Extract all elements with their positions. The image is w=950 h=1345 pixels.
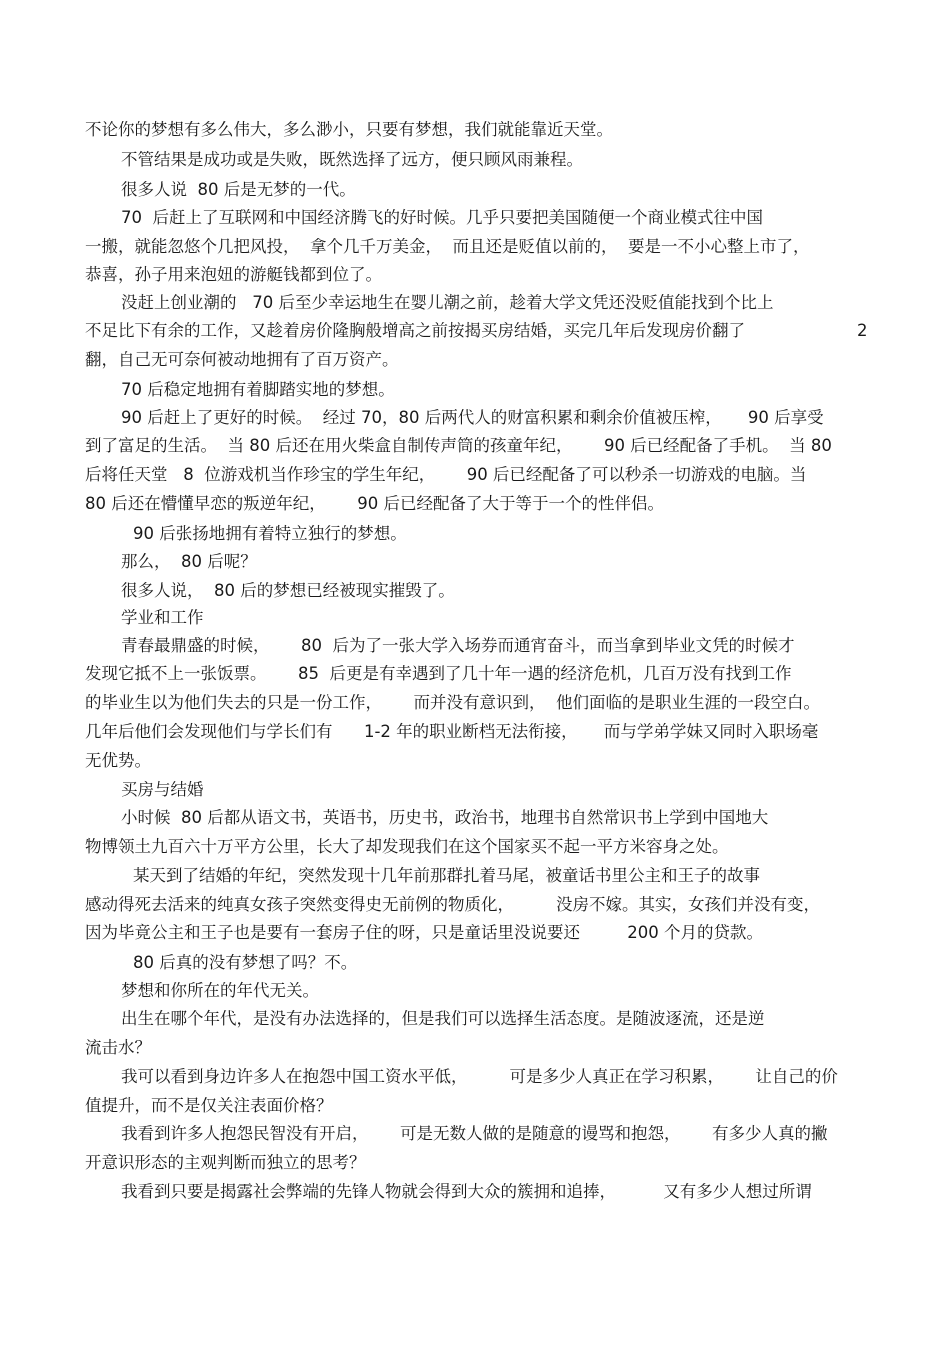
text-line: 值提升，而不是仅关注表面价格？ bbox=[85, 1096, 333, 1115]
text-line: 70 后稳定地拥有着脚踏实地的梦想。 bbox=[121, 380, 395, 399]
text-line: 小时候 80 后都从语文书，英语书，历史书，政治书，地理书自然常识书上学到中国地大 bbox=[121, 808, 769, 827]
text-line: 不管结果是成功或是失败，既然选择了远方，便只顾风雨兼程。 bbox=[121, 150, 583, 169]
text-line: 无优势。 bbox=[85, 751, 151, 770]
text-line: 物博领土九百六十万平方公里，长大了却发现我们在这个国家买不起一平方米容身之处。 bbox=[85, 837, 729, 856]
text-line: 到了富足的生活。 当 80 后还在用火柴盒自制传声筒的孩童年纪， 90 后已经配备了手机。 当 80 bbox=[85, 436, 832, 455]
text-line: 因为毕竟公主和王子也是要有一套房子住的呀，只是童话里没说要还 200 个月的贷款。 bbox=[85, 923, 763, 942]
text-line: 梦想和你所在的年代无关。 bbox=[121, 981, 319, 1000]
section-heading: 学业和工作 bbox=[121, 608, 204, 627]
text-line: 那么， 80 后呢？ bbox=[121, 552, 257, 571]
text-line: 不论你的梦想有多么伟大，多么渺小，只要有梦想，我们就能靠近天堂。 bbox=[85, 120, 613, 139]
text-line: 开意识形态的主观判断而独立的思考？ bbox=[85, 1153, 366, 1172]
text-line: 某天到了结婚的年纪，突然发现十几年前那群扎着马尾，被童话书里公主和王子的故事 bbox=[133, 866, 760, 885]
text-line: 翻，自己无可奈何被动地拥有了百万资产。 bbox=[85, 350, 399, 369]
text-line: 恭喜，孙子用来泡妞的游艇钱都到位了。 bbox=[85, 265, 382, 284]
text-line: 很多人说 80 后是无梦的一代。 bbox=[121, 180, 356, 199]
text-line: 流击水？ bbox=[85, 1038, 151, 1057]
text-line: 90 后赶上了更好的时候。 经过 70，80 后两代人的财富积累和剩余价值被压榨， 90 后享受 bbox=[121, 408, 824, 427]
text-line: 我看到许多人抱怨民智没有开启， 可是无数人做的是随意的谩骂和抱怨， 有多少人真的撇 bbox=[121, 1124, 828, 1143]
text-line: 70 后赶上了互联网和中国经济腾飞的好时候。几乎只要把美国随便一个商业模式往中国 bbox=[121, 208, 763, 227]
text-line: 感动得死去活来的纯真女孩子突然变得史无前例的物质化， 没房不嫁。其实，女孩们并没有变， bbox=[85, 895, 820, 914]
section-heading: 买房与结婚 bbox=[121, 780, 204, 799]
text-line: 2 bbox=[857, 321, 868, 340]
text-line: 80 后还在懵懂早恋的叛逆年纪， 90 后已经配备了大于等于一个的性伴侣。 bbox=[85, 494, 664, 513]
text-line: 不足比下有余的工作，又趁着房价隆胸般增高之前按揭买房结婚，买完几年后发现房价翻了 bbox=[85, 321, 745, 340]
text-line: 没赶上创业潮的 70 后至少幸运地生在婴儿潮之前，趁着大学文凭还没贬值能找到个比上 bbox=[121, 293, 774, 312]
text-line: 一搬，就能忽悠个几把风投， 拿个几千万美金， 而且还是贬值以前的， 要是一不小心整上市了， bbox=[85, 237, 810, 256]
text-line: 80 后真的没有梦想了吗？不。 bbox=[133, 953, 358, 972]
text-line: 出生在哪个年代，是没有办法选择的，但是我们可以选择生活态度。是随波逐流，还是逆 bbox=[121, 1009, 765, 1028]
text-line: 几年后他们会发现他们与学长们有 1-2 年的职业断档无法衔接， 而与学弟学妹又同时入职场毫 bbox=[85, 722, 819, 741]
text-line: 90 后张扬地拥有着特立独行的梦想。 bbox=[133, 524, 407, 543]
text-line: 青春最鼎盛的时候， 80 后为了一张大学入场券而通宵奋斗，而当拿到毕业文凭的时候才 bbox=[121, 636, 795, 655]
text-line: 的毕业生以为他们失去的只是一份工作， 而并没有意识到， 他们面临的是职业生涯的一段空白。 bbox=[85, 693, 820, 712]
text-line: 我可以看到身边许多人在抱怨中国工资水平低， 可是多少人真正在学习积累， 让自己的价 bbox=[121, 1067, 838, 1086]
text-line: 我看到只要是揭露社会弊端的先锋人物就会得到大众的簇拥和追捧， 又有多少人想过所谓 bbox=[121, 1182, 812, 1201]
text-line: 发现它抵不上一张饭票。 85 后更是有幸遇到了几十年一遇的经济危机，几百万没有找到工作 bbox=[85, 664, 792, 683]
text-line: 后将任天堂 8 位游戏机当作珍宝的学生年纪， 90 后已经配备了可以秒杀一切游戏的电脑。当 bbox=[85, 465, 807, 484]
text-line: 很多人说， 80 后的梦想已经被现实摧毁了。 bbox=[121, 581, 455, 600]
